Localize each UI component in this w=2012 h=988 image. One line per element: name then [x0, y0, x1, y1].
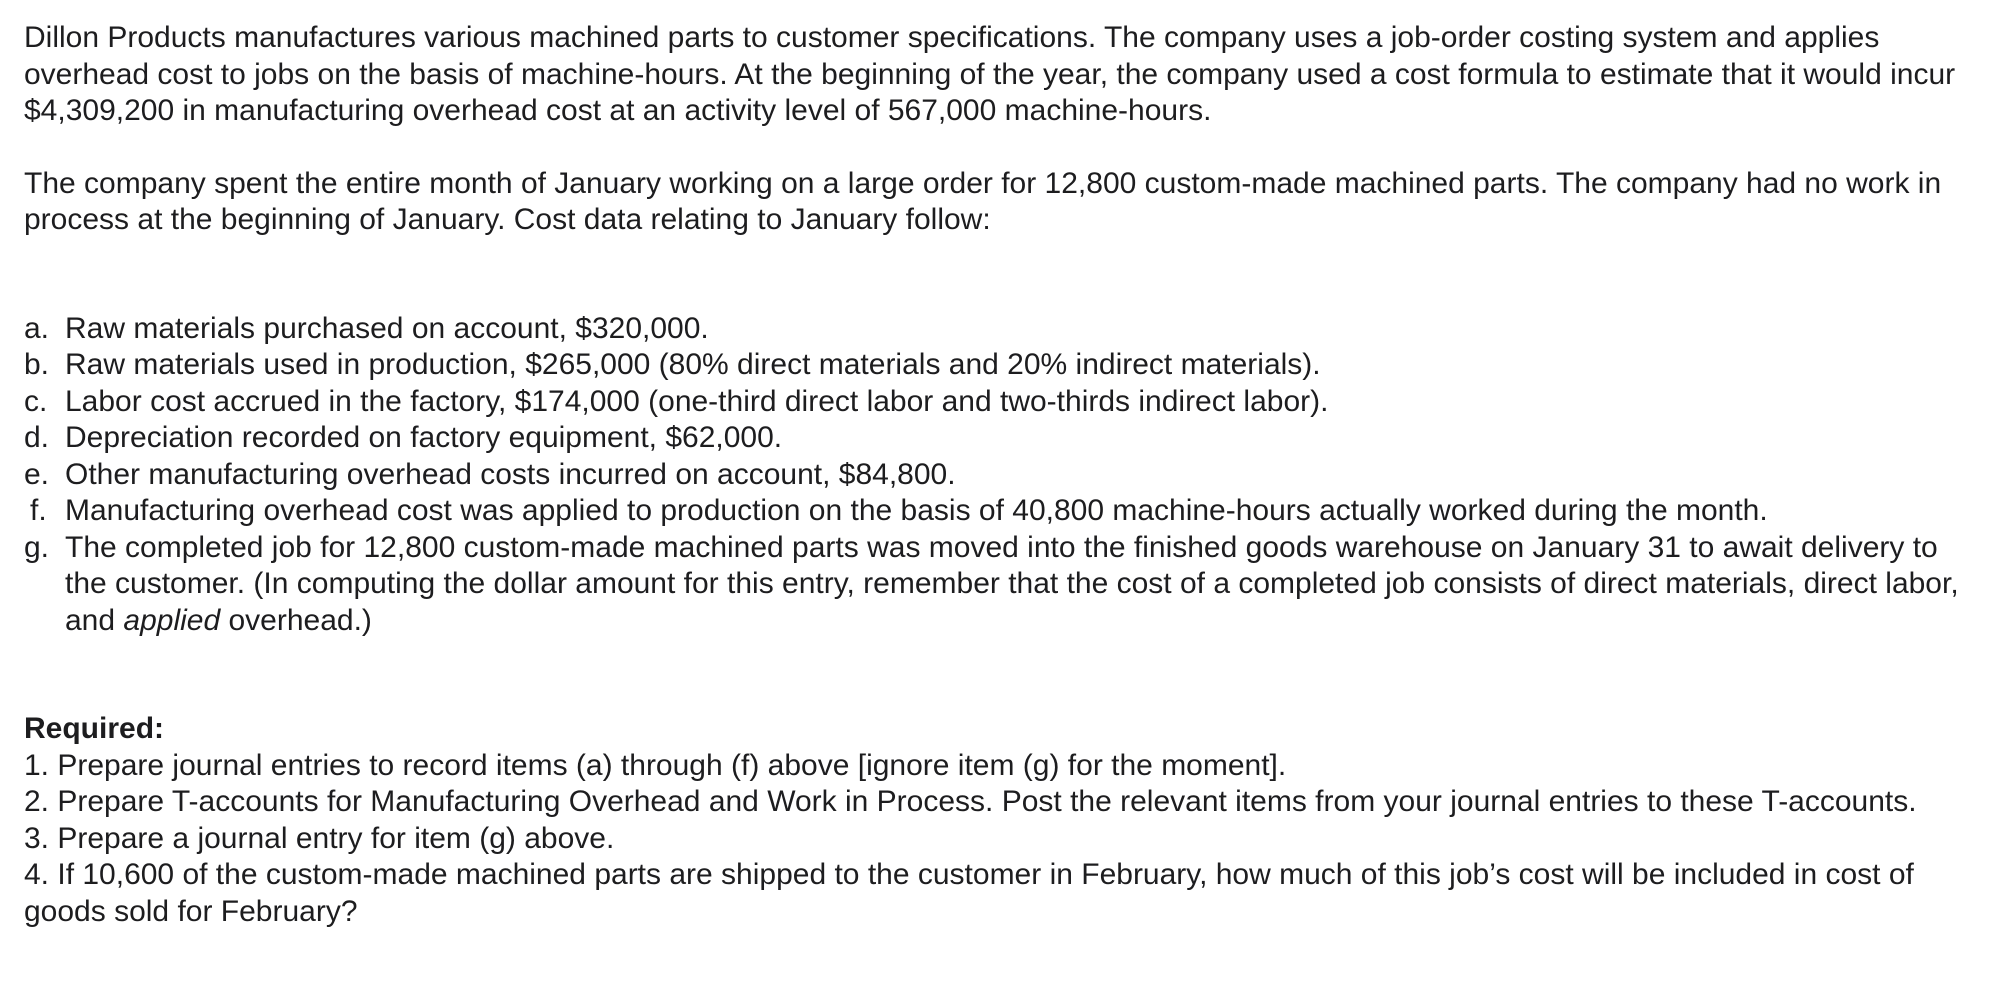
list-item-label: e.: [24, 457, 50, 491]
required-section: [24, 711, 1984, 930]
required-heading: Required:: [24, 712, 165, 745]
list-item-text: Other manufacturing overhead costs incurred on account, $84,800.: [65, 457, 956, 491]
list-item-c: [24, 384, 1984, 421]
list-item-label: a.: [24, 311, 50, 345]
list-item-label: f.: [30, 494, 47, 527]
intro-paragraph-1: Dillon Products manufactures various machined parts to customer specifications. The company uses a job-order costing system and applies overhead cost to jobs on the basis of machine-hours. At the beginning of the year, the company used a cost formula to estimate that it would incur $4,309,200 in manufacturing overhead cost at an activity level of 567,000 machine-hours.: [24, 21, 1956, 127]
list-item-label: d.: [24, 421, 50, 454]
list-item-text: Depreciation recorded on factory equipment, $62,000.: [65, 421, 783, 454]
list-item-text: [65, 530, 1984, 640]
requirement-3: 3. Prepare a journal entry for item (g) above.: [24, 821, 615, 855]
problem-document: [24, 20, 1984, 930]
list-item-text: Labor cost accrued in the factory, $174,000 (one-third direct labor and two-thirds indirect labor).: [65, 384, 1329, 418]
intro-paragraph-2: The company spent the entire month of January working on a large order for 12,800 custom-made machined parts. The company had no work in process at the beginning of January. Cost data relating to January follow:: [24, 166, 1942, 236]
cost-data-list: [24, 311, 1984, 640]
list-item-label: g.: [24, 530, 50, 564]
list-item-b: [24, 347, 1984, 384]
list-item-text: Raw materials purchased on account, $320,000.: [65, 311, 709, 345]
emphasized-word: applied: [123, 603, 221, 637]
list-item-text-part: overhead.): [220, 603, 372, 637]
list-item-e: [24, 457, 1984, 494]
list-item-text: Manufacturing overhead cost was applied to production on the basis of 40,800 machine-hours actually worked during the month.: [65, 494, 1768, 527]
list-item-label: c.: [24, 384, 48, 418]
requirement-1: 1. Prepare journal entries to record items (a) through (f) above [ignore item (g) for the moment].: [24, 748, 1287, 782]
list-item-a: [24, 311, 1984, 348]
list-item-f: [24, 493, 1984, 530]
requirement-2: 2. Prepare T-accounts for Manufacturing Overhead and Work in Process. Post the relevant items from your journal entries to these T-accounts.: [24, 785, 1917, 818]
list-item-label: b.: [24, 348, 50, 381]
list-item-text-part: The completed job for 12,800 custom-made machined parts was moved into the finished goods warehouse on January 31 to await delivery to the customer. (In computing the dollar amount for this entry, remember that the cost of a completed job consists of direct materials, direct labor, and: [65, 530, 1959, 637]
list-item-text: Raw materials used in production, $265,000 (80% direct materials and 20% indirect materials).: [65, 348, 1321, 381]
requirement-4: 4. If 10,600 of the custom-made machined parts are shipped to the customer in February, how much of this job’s cost will be included in cost of goods sold for February?: [24, 858, 1914, 928]
list-item-d: [24, 420, 1984, 457]
list-item-g: [24, 530, 1984, 640]
